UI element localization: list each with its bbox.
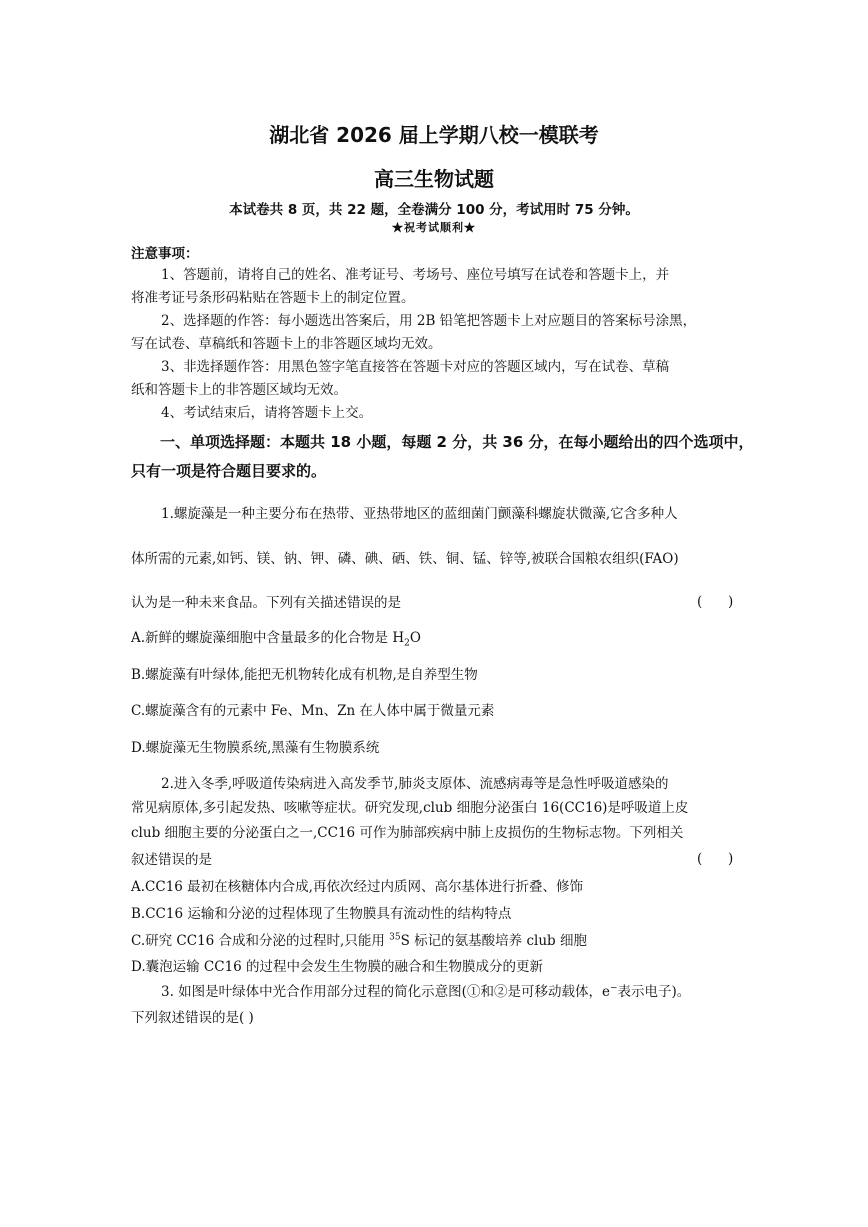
q2-stem-line-4: 叙述错误的是 [131,852,212,868]
q1-stem-line-2: 体所需的元素,如钙、镁、钠、钾、磷、碘、硒、铁、铜、锰、锌等,被联合国粮农组织(FAO) [131,551,679,567]
section-heading-line-2: 只有一项是符合题目要求的。 [131,462,327,480]
q1-stem-line-1: 1.螺旋藻是一种主要分布在热带、亚热带地区的蓝细菌门颤藻科螺旋状微藻,它含多种人 [161,506,678,522]
q2-answer-paren: ( ) [697,851,734,867]
note-2-line-1: 2、选择题的作答：每小题选出答案后，用 2B 铅笔把答题卡上对应题目的答案标号涂黑， [161,313,697,329]
q1-option-d: D.螺旋藻无生物膜系统,黑藻有生物膜系统 [131,740,380,756]
q2-option-d: D.囊泡运输 CC16 的过程中会发生生物膜的融合和生物膜成分的更新 [131,959,544,975]
q1-option-a: A.新鲜的螺旋藻细胞中含量最多的化合物是 $H_2O$ [131,630,421,649]
note-3-line-1: 3、非选择题作答：用黑色签字笔直接答在答题卡对应的答题区域内，写在试卷、草稿 [161,359,670,375]
q1-option-c: C.螺旋藻含有的元素中 Fe、Mn、Zn 在人体中属于微量元素 [131,703,495,719]
exam-title: 湖北省 2026 届上学期八校一模联考 [269,123,599,147]
note-1-line-1: 1、答题前，请将自己的姓名、准考证号、考场号、座位号填写在试卷和答题卡上，并 [161,267,670,283]
q2-stem-line-3: club 细胞主要的分泌蛋白之一,CC16 可作为肺部疾病中肺上皮损伤的生物标志物。下列相关 [131,825,684,841]
exam-subtitle: 高三生物试题 [374,167,494,191]
q2-stem-line-1: 2.进入冬季,呼吸道传染病进入高发季节,肺炎支原体、流感病毒等是急性呼吸道感染的 [161,776,669,792]
q2-option-a: A.CC16 最初在核糖体内合成,再依次经过内质网、高尔基体进行折叠、修饰 [131,879,583,895]
q3-stem-line-1: 3. 如图是叶绿体中光合作用部分过程的简化示意图(①和②是可移动载体，e−表示电子)。 [161,983,691,1000]
note-4: 4、考试结束后，请将答题卡上交。 [161,405,373,421]
good-luck-line: ★祝考试顺利★ [392,221,476,234]
note-1-line-2: 将准考证号条形码粘贴在答题卡上的制定位置。 [131,290,415,306]
section-heading-line-1: 一、单项选择题：本题共 18 小题，每题 2 分，共 36 分，在每小题给出的四个选项中， [160,433,754,451]
exam-meta: 本试卷共 8 页，共 22 题，全卷满分 100 分，考试用时 75 分钟。 [229,202,639,218]
q2-option-b: B.CC16 运输和分泌的过程体现了生物膜具有流动性的结构特点 [131,906,512,922]
note-2-line-2: 写在试卷、草稿纸和答题卡上的非答题区域均无效。 [131,336,442,352]
q1-answer-paren: ( ) [697,594,734,610]
q1-option-b: B.螺旋藻有叶绿体,能把无机物转化成有机物,是自养型生物 [131,667,478,683]
q2-option-c: C.研究 CC16 合成和分泌的过程时,只能用 $^{35}$S 标记的氨基酸培养 club 细胞 [131,932,587,949]
q2-stem-line-2: 常见病原体,多引起发热、咳嗽等症状。研究发现,club 细胞分泌蛋白 16(CC16)是呼吸道上皮 [131,800,689,816]
notes-heading: 注意事项： [131,246,199,262]
q1-stem-line-3: 认为是一种未来食品。下列有关描述错误的是 [131,595,401,611]
q3-stem-line-2: 下列叙述错误的是( ) [131,1010,254,1026]
note-3-line-2: 纸和答题卡上的非答题区域均无效。 [131,382,347,398]
